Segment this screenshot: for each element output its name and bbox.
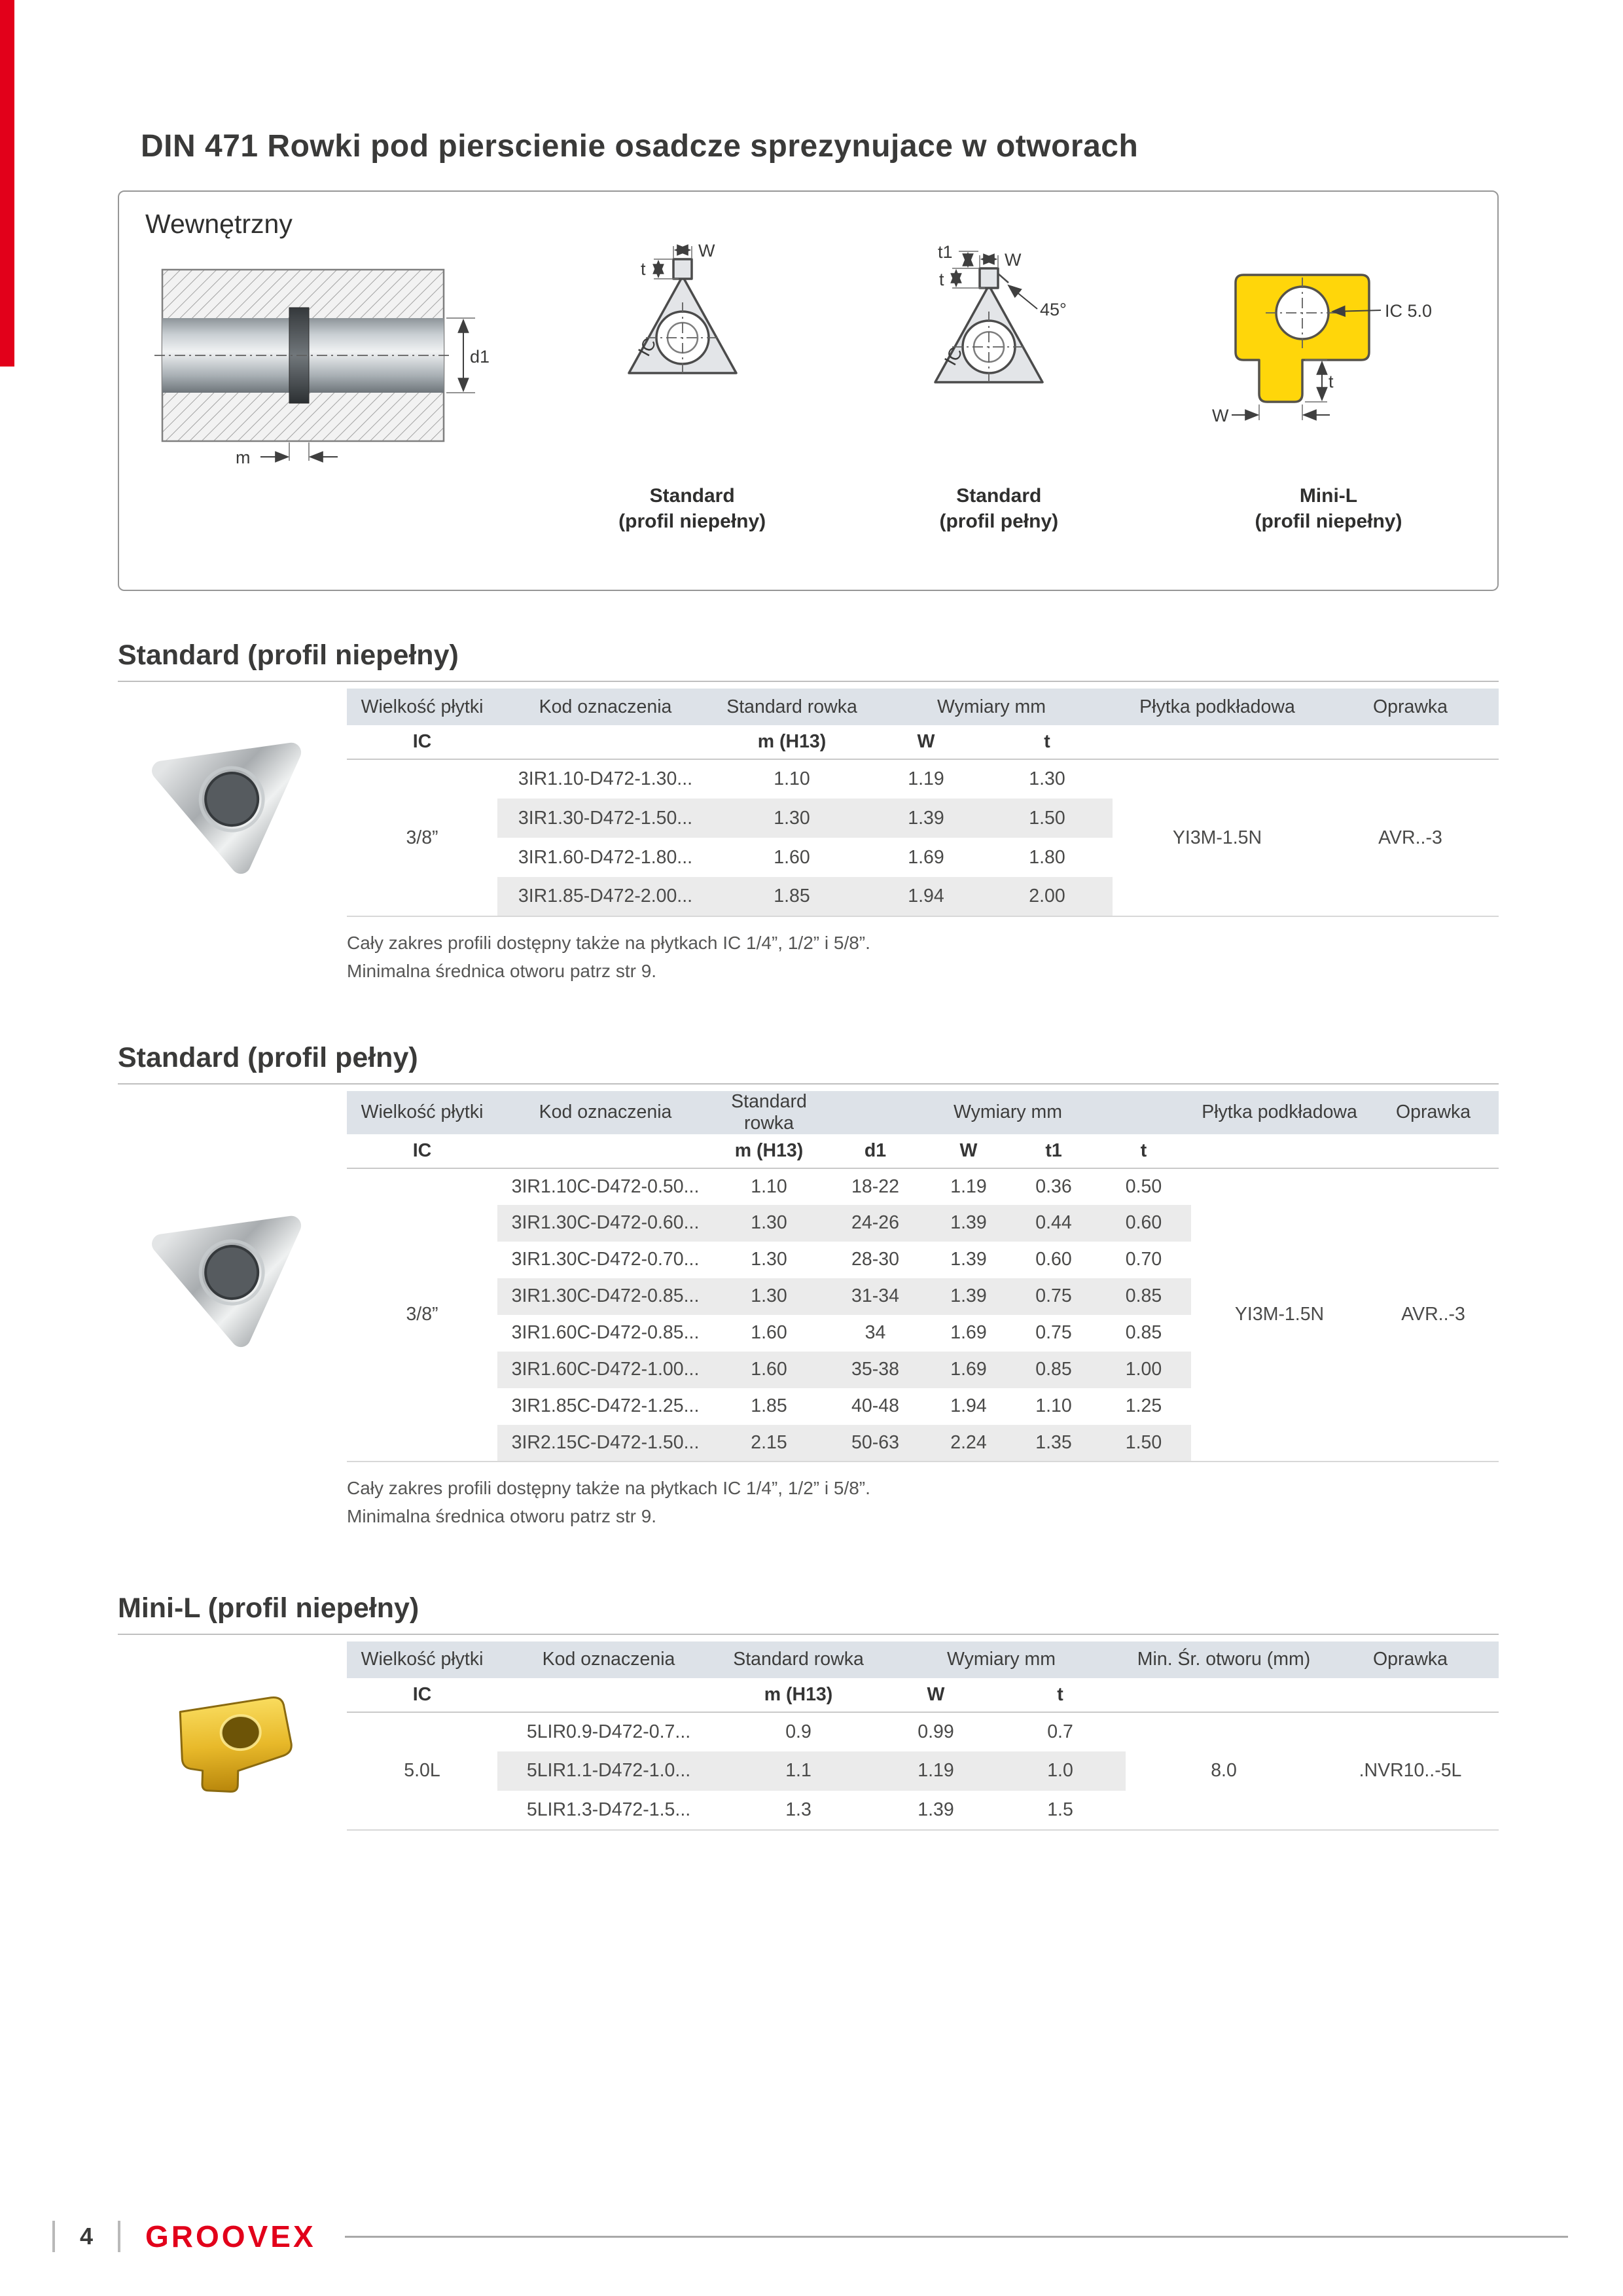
spec-table [347, 1091, 1499, 1462]
cell-d1: 28-30 [851, 1249, 899, 1270]
cell-w: 1.39 [870, 798, 982, 838]
cell-ic: 3/8” [347, 1168, 497, 1462]
insert-photo-zone [118, 725, 347, 882]
table-row [347, 1712, 1499, 1751]
col-header-wielkosc: Wielkość płytki [347, 1091, 497, 1134]
cross-section-drawing [153, 260, 493, 483]
cell-d1: 40-48 [851, 1395, 899, 1417]
subheader-d1: d1 [825, 1134, 926, 1168]
cell-w: 2.24 [926, 1425, 1011, 1462]
cell-t: 1.5 [1047, 1799, 1073, 1820]
note-line: Minimalna średnica otworu patrz str 9. [347, 961, 657, 982]
cell-w: 1.39 [950, 1249, 987, 1270]
cell-oprawka: AVR..-3 [1368, 1168, 1499, 1462]
diagram-panel [118, 190, 1499, 591]
insert-drawing-mini-l [1198, 242, 1459, 439]
caption-line: (profil niepełny) [1255, 511, 1402, 532]
cell-m: 1.30 [713, 1278, 825, 1315]
page-footer [52, 2219, 1568, 2254]
cell-m: 1.60 [751, 1322, 787, 1344]
col-header-plytka: Płytka podkładowa [1113, 689, 1322, 725]
cell-ic: 5.0L [347, 1712, 497, 1830]
cell-d1: 34 [865, 1322, 886, 1344]
cell-kod: 5LIR1.3-D472-1.5... [526, 1799, 691, 1820]
subheader-m: m (H13) [713, 1134, 825, 1168]
cell-w: 1.39 [918, 1799, 954, 1820]
cell-m: 1.1 [720, 1751, 877, 1791]
subheader-m: m (H13) [720, 1678, 877, 1712]
dim-label-t: t [1328, 372, 1334, 391]
cell-w: 1.69 [908, 846, 944, 868]
cell-m: 1.85 [751, 1395, 787, 1417]
cell-t: 0.50 [1125, 1175, 1162, 1197]
cell-d1: 18-22 [851, 1175, 899, 1197]
insert-photo-gray [141, 1198, 324, 1355]
subheader-w: W [870, 725, 982, 759]
cell-m: 1.85 [713, 877, 870, 916]
cell-w: 1.19 [908, 768, 944, 789]
col-header-wymiary: Wymiary mm [870, 689, 1113, 725]
table-subheader-row [347, 1134, 1499, 1168]
cell-m: 1.10 [751, 1175, 787, 1197]
cell-d1: 24-26 [825, 1205, 926, 1242]
footer-divider [52, 2221, 55, 2252]
cell-plytka: YI3M-1.5N [1191, 1168, 1368, 1462]
cell-w: 1.94 [870, 877, 982, 916]
subheader-t: t [1096, 1134, 1191, 1168]
section-standard-full [118, 1042, 1499, 1531]
dim-label-w: W [698, 242, 715, 260]
profile-caption [939, 483, 1058, 534]
subheader-t: t [995, 1678, 1126, 1712]
cell-kod: 3IR1.60-D472-1.80... [518, 846, 693, 868]
profile-caption [1255, 483, 1402, 534]
section-heading: Standard (profil pełny) [118, 1042, 1499, 1085]
profile-mini-l [1198, 242, 1459, 534]
cell-t1: 0.44 [1011, 1205, 1096, 1242]
table-row [347, 1168, 1499, 1205]
cell-t: 0.85 [1096, 1278, 1191, 1315]
cell-t: 0.70 [1125, 1249, 1162, 1270]
dim-label-ic: IC [633, 334, 660, 360]
insert-photo-zone [118, 1198, 347, 1355]
cell-kod: 3IR1.30C-D472-0.85... [497, 1278, 713, 1315]
table-header-row [347, 689, 1499, 725]
page-number: 4 [80, 2223, 94, 2250]
col-header-wymiary: Wymiary mm [825, 1091, 1191, 1134]
cell-m: 1.30 [751, 1249, 787, 1270]
table-subheader-row [347, 1678, 1499, 1712]
cell-kod: 3IR1.10-D472-1.30... [518, 768, 693, 789]
cell-t: 0.85 [1125, 1322, 1162, 1344]
accent-corner-bar [0, 0, 14, 367]
cell-kod: 3IR1.30C-D472-0.70... [511, 1249, 700, 1270]
cell-t1: 1.35 [1011, 1425, 1096, 1462]
col-header-oprawka: Oprawka [1368, 1091, 1499, 1134]
insert-photo-gold [157, 1677, 308, 1795]
subheader-empty [497, 1134, 713, 1168]
col-header-kod: Kod oznaczenia [497, 689, 713, 725]
table-wrap [347, 1091, 1499, 1462]
caption-line: Standard [956, 485, 1042, 507]
col-header-standard: Standard rowka [713, 1091, 825, 1134]
cell-kod: 3IR1.60C-D472-1.00... [497, 1352, 713, 1388]
dim-label-angle: 45° [1040, 300, 1067, 319]
subheader-empty [1113, 725, 1322, 759]
section-heading: Standard (profil niepełny) [118, 639, 1499, 682]
table-notes [347, 929, 1499, 986]
brand-logo: GROOVEX [145, 2219, 316, 2253]
cell-t1: 0.75 [1035, 1322, 1072, 1344]
insert-photo-zone [118, 1677, 347, 1795]
cell-plytka: YI3M-1.5N [1113, 759, 1322, 916]
subheader-t1: t1 [1011, 1134, 1096, 1168]
col-header-standard: Standard rowka [720, 1641, 877, 1678]
cell-d1: 35-38 [825, 1352, 926, 1388]
col-header-plytka: Płytka podkładowa [1191, 1091, 1368, 1134]
dim-label-t1: t1 [938, 242, 953, 262]
diagram-panel-label: Wewnętrzny [145, 209, 293, 239]
note-line: Cały zakres profili dostępny także na płytkach IC 1/4”, 1/2” i 5/8”. [347, 1477, 870, 1498]
caption-line: Mini-L [1299, 485, 1358, 507]
col-header-standard: Standard rowka [713, 689, 870, 725]
cell-t: 0.60 [1096, 1205, 1191, 1242]
footer-rule [345, 2236, 1568, 2238]
cell-w: 1.39 [926, 1205, 1011, 1242]
col-header-kod: Kod oznaczenia [497, 1641, 720, 1678]
cell-m: 0.9 [785, 1721, 812, 1742]
caption-line: Standard [649, 485, 735, 507]
subheader-w: W [877, 1678, 995, 1712]
section-body [118, 1641, 1499, 1831]
cell-t1: 0.85 [1011, 1352, 1096, 1388]
spec-table [347, 689, 1499, 917]
cell-w: 1.39 [926, 1278, 1011, 1315]
table-wrap [347, 689, 1499, 917]
cell-w: 1.19 [877, 1751, 995, 1791]
col-header-wielkosc: Wielkość płytki [347, 1641, 497, 1678]
cell-t1: 0.60 [1035, 1249, 1072, 1270]
cell-t: 0.7 [1047, 1721, 1073, 1742]
cell-t: 2.00 [982, 877, 1113, 916]
col-header-wymiary: Wymiary mm [877, 1641, 1126, 1678]
subheader-empty [1126, 1678, 1322, 1712]
cell-kod: 5LIR0.9-D472-0.7... [526, 1721, 691, 1742]
cell-d1: 31-34 [825, 1278, 926, 1315]
page-title: DIN 471 Rowki pod pierscienie osadcze sprezynujace w otworach [141, 129, 1139, 164]
col-header-oprawka: Oprawka [1322, 689, 1499, 725]
subheader-ic: IC [347, 725, 497, 759]
dim-label-ic50: IC 5.0 [1384, 301, 1433, 321]
cell-kod: 5LIR1.1-D472-1.0... [497, 1751, 720, 1791]
insert-drawing-standard-full [891, 242, 1107, 453]
cell-t: 1.50 [982, 798, 1113, 838]
cell-t: 1.80 [1029, 846, 1065, 868]
insert-drawing-standard-partial [584, 242, 800, 446]
table-wrap [347, 1641, 1499, 1831]
dim-label-ic: IC [940, 344, 967, 369]
section-heading: Mini-L (profil niepełny) [118, 1592, 1499, 1635]
cell-kod: 3IR1.60C-D472-0.85... [511, 1322, 700, 1344]
cell-t1: 1.10 [1035, 1395, 1072, 1417]
col-header-wielkosc: Wielkość płytki [347, 689, 497, 725]
cell-m: 1.10 [774, 768, 810, 789]
dim-label-d1: d1 [470, 347, 490, 367]
cell-w: 1.94 [950, 1395, 987, 1417]
cell-m: 1.3 [785, 1799, 812, 1820]
cell-t: 1.30 [1029, 768, 1065, 789]
subheader-ic: IC [347, 1678, 497, 1712]
subheader-empty [1368, 1134, 1499, 1168]
caption-line: (profil niepełny) [618, 511, 766, 532]
col-header-min-otworu: Min. Śr. otworu (mm) [1126, 1641, 1322, 1678]
cell-ic: 3/8” [347, 759, 497, 916]
note-line: Minimalna średnica otworu patrz str 9. [347, 1506, 657, 1527]
cell-m: 1.60 [713, 1352, 825, 1388]
caption-line: (profil pełny) [939, 511, 1059, 532]
cell-oprawka: AVR..-3 [1322, 759, 1499, 916]
cell-w: 0.99 [918, 1721, 954, 1742]
section-body [118, 689, 1499, 917]
cell-w: 1.69 [950, 1322, 987, 1344]
cell-t1: 0.75 [1011, 1278, 1096, 1315]
col-header-kod: Kod oznaczenia [497, 1091, 713, 1134]
subheader-empty [1191, 1134, 1368, 1168]
table-header-row [347, 1641, 1499, 1678]
subheader-w: W [926, 1134, 1011, 1168]
cell-m: 2.15 [713, 1425, 825, 1462]
dim-label-t: t [640, 259, 646, 279]
profile-caption [618, 483, 766, 534]
cell-t: 1.0 [995, 1751, 1126, 1791]
footer-divider [118, 2221, 120, 2252]
subheader-m: m (H13) [713, 725, 870, 759]
cell-w: 1.69 [926, 1352, 1011, 1388]
cell-t: 1.25 [1125, 1395, 1162, 1417]
table-row [347, 759, 1499, 798]
cell-t: 1.50 [1096, 1425, 1191, 1462]
dim-label-m: m [236, 448, 251, 467]
cell-w: 1.19 [950, 1175, 987, 1197]
section-standard-partial [118, 639, 1499, 986]
subheader-empty [497, 725, 713, 759]
cell-m: 1.30 [713, 1205, 825, 1242]
subheader-empty [497, 1678, 720, 1712]
table-header-row [347, 1091, 1499, 1134]
note-line: Cały zakres profili dostępny także na płytkach IC 1/4”, 1/2” i 5/8”. [347, 933, 870, 953]
cell-m: 1.60 [774, 846, 810, 868]
dim-label-t: t [939, 270, 944, 289]
profile-standard-partial [584, 242, 800, 534]
table-notes [347, 1474, 1499, 1531]
cell-oprawka: .NVR10..-5L [1322, 1712, 1499, 1830]
cell-t1: 0.36 [1035, 1175, 1072, 1197]
cell-kod: 3IR1.10C-D472-0.50... [511, 1175, 700, 1197]
cell-kod: 3IR1.85-D472-2.00... [497, 877, 713, 916]
cell-kod: 3IR1.30-D472-1.50... [497, 798, 713, 838]
subheader-empty [1322, 1678, 1499, 1712]
diagram-row [145, 242, 1467, 534]
profile-standard-full [891, 242, 1107, 534]
dim-label-w: W [1211, 406, 1229, 425]
col-header-oprawka: Oprawka [1322, 1641, 1499, 1678]
cell-kod: 3IR1.85C-D472-1.25... [511, 1395, 700, 1417]
insert-photo-gray [141, 725, 324, 882]
cell-kod: 3IR1.30C-D472-0.60... [497, 1205, 713, 1242]
cell-min-otworu: 8.0 [1126, 1712, 1322, 1830]
section-body [118, 1091, 1499, 1462]
table-subheader-row [347, 725, 1499, 759]
dim-label-w: W [1005, 250, 1022, 270]
spec-table [347, 1641, 1499, 1831]
subheader-t: t [982, 725, 1113, 759]
cell-d1: 50-63 [825, 1425, 926, 1462]
cell-kod: 3IR2.15C-D472-1.50... [497, 1425, 713, 1462]
subheader-empty [1322, 725, 1499, 759]
section-mini-l [118, 1592, 1499, 1831]
cell-t: 1.00 [1096, 1352, 1191, 1388]
subheader-ic: IC [347, 1134, 497, 1168]
cell-m: 1.30 [713, 798, 870, 838]
